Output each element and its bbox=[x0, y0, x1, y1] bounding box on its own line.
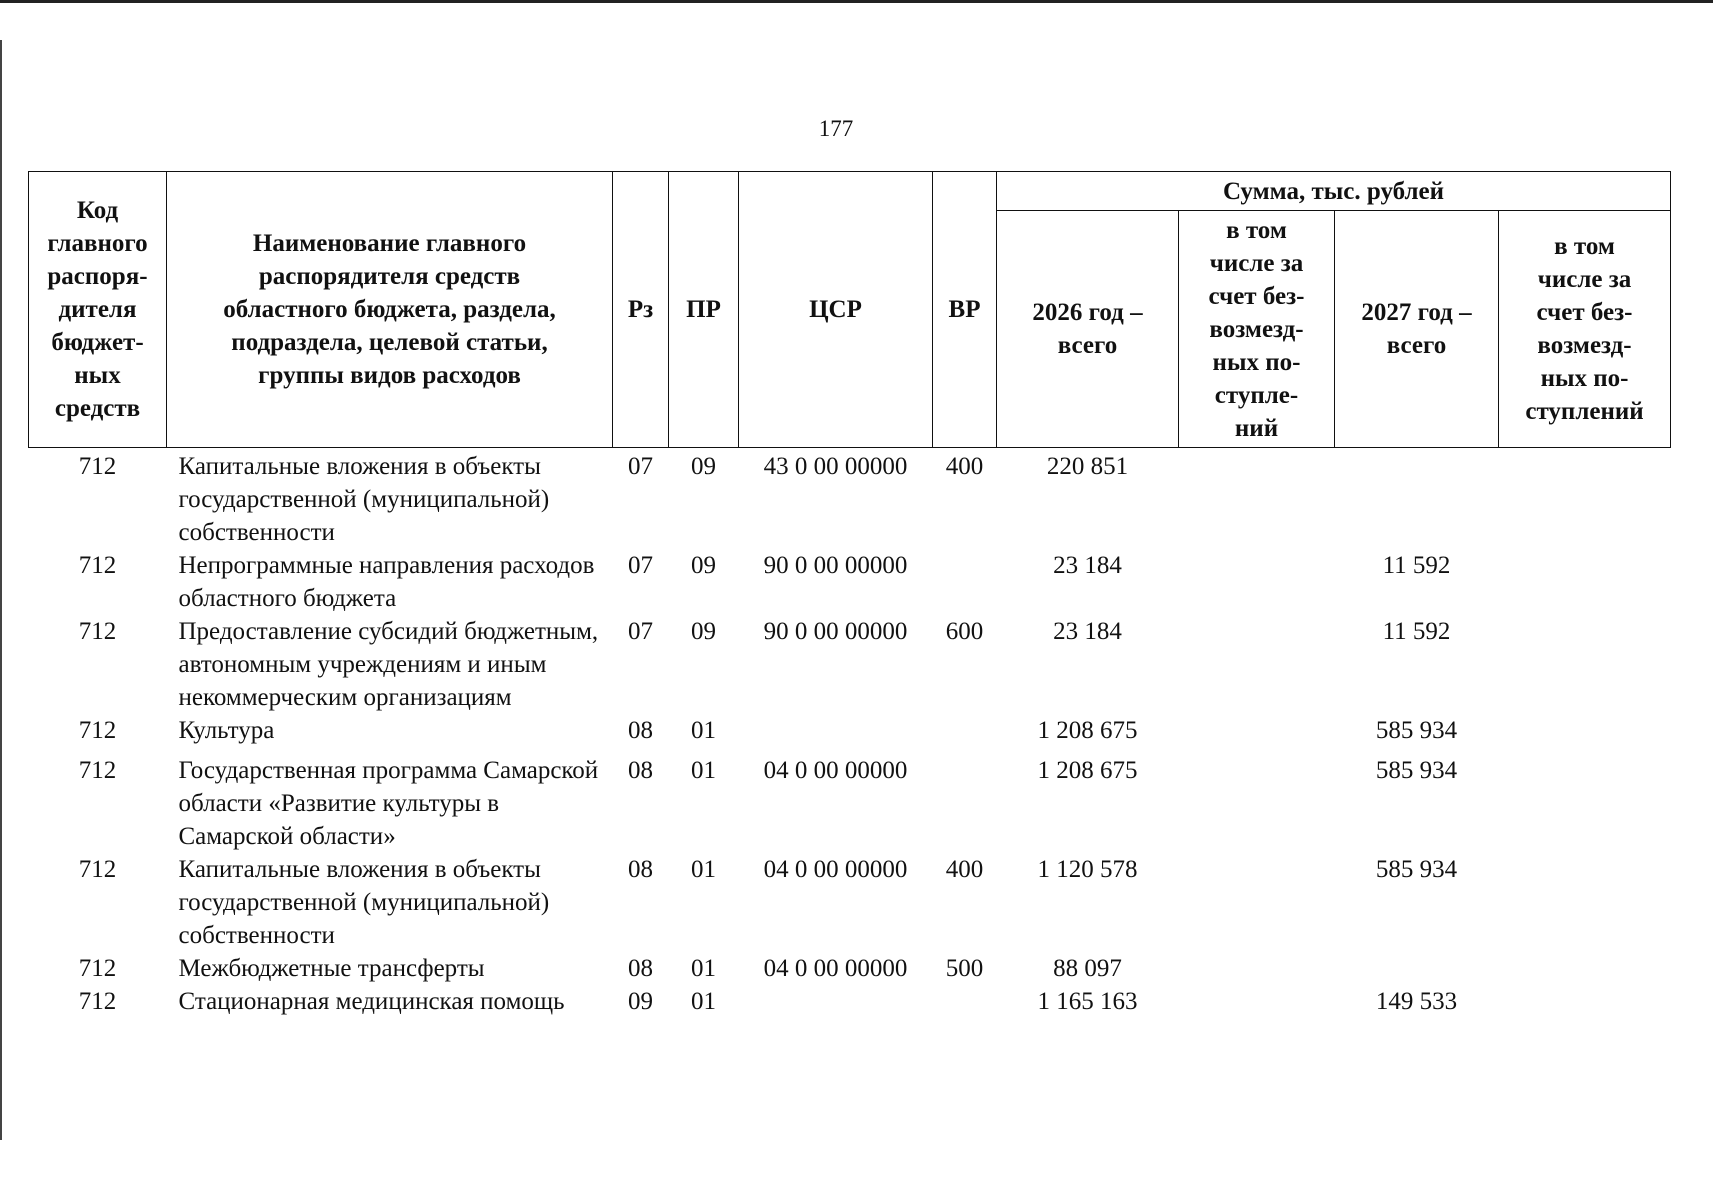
header-2026-grants: в том числе за счет без-возмезд-ных по-ступле-ний bbox=[1179, 211, 1335, 448]
cell-csr: 43 0 00 00000 bbox=[763, 453, 908, 480]
cell-2026-total: 1 165 163 bbox=[1037, 988, 1138, 1015]
cell-code: 712 bbox=[78, 856, 117, 883]
cell-2026-total: 88 097 bbox=[1053, 955, 1122, 982]
cell-rz: 07 bbox=[628, 552, 653, 579]
cell-2027-total bbox=[1335, 448, 1499, 550]
cell-code: 712 bbox=[78, 552, 117, 579]
cell-vr: 400 bbox=[945, 856, 984, 883]
header-2026-total: 2026 год – всего bbox=[997, 211, 1179, 448]
cell-2027-total: 149 533 bbox=[1375, 988, 1458, 1015]
table-header bbox=[29, 172, 1671, 448]
cell-code: 712 bbox=[78, 757, 117, 784]
cell-vr bbox=[933, 549, 997, 615]
budget-table bbox=[28, 171, 1671, 1018]
cell-2027-grants bbox=[1499, 448, 1671, 550]
cell-vr bbox=[933, 985, 997, 1018]
cell-name: Культура bbox=[178, 717, 275, 744]
cell-pr: 01 bbox=[691, 757, 716, 784]
cell-code: 712 bbox=[78, 717, 117, 744]
cell-2027-grants bbox=[1499, 549, 1671, 615]
cell-rz: 07 bbox=[628, 453, 653, 480]
table-row bbox=[29, 549, 1671, 615]
cell-2026-grants bbox=[1179, 448, 1335, 550]
header-vr: ВР bbox=[933, 172, 997, 448]
cell-code: 712 bbox=[78, 988, 117, 1015]
cell-code: 712 bbox=[78, 453, 117, 480]
cell-2027-grants bbox=[1499, 853, 1671, 952]
cell-pr: 01 bbox=[691, 856, 716, 883]
cell-pr: 09 bbox=[691, 618, 716, 645]
page-top-border bbox=[0, 0, 1713, 3]
cell-2027-grants bbox=[1499, 615, 1671, 714]
cell-2026-total: 23 184 bbox=[1053, 552, 1122, 579]
cell-2026-total: 1 120 578 bbox=[1037, 856, 1138, 883]
cell-2026-grants bbox=[1179, 985, 1335, 1018]
cell-vr: 600 bbox=[945, 618, 984, 645]
cell-name: Капитальные вложения в объекты государственной (муниципальной) собственности bbox=[178, 856, 550, 949]
cell-rz: 08 bbox=[628, 717, 653, 744]
cell-name: Межбюджетные трансферты bbox=[178, 955, 485, 982]
cell-2027-total bbox=[1335, 952, 1499, 985]
cell-csr: 04 0 00 00000 bbox=[763, 856, 908, 883]
cell-2026-grants bbox=[1179, 549, 1335, 615]
cell-csr: 90 0 00 00000 bbox=[763, 618, 908, 645]
cell-2027-total: 11 592 bbox=[1382, 552, 1451, 579]
header-2027-grants: в том числе за счет без-возмезд-ных по-ступлений bbox=[1499, 211, 1671, 448]
cell-pr: 09 bbox=[691, 453, 716, 480]
cell-2027-grants bbox=[1499, 714, 1671, 747]
page-number: 177 bbox=[818, 116, 854, 141]
cell-2026-total: 220 851 bbox=[1046, 453, 1129, 480]
cell-2027-grants bbox=[1499, 747, 1671, 853]
cell-name: Стационарная медицинская помощь bbox=[178, 988, 565, 1015]
cell-2027-grants bbox=[1499, 952, 1671, 985]
cell-vr: 500 bbox=[945, 955, 984, 982]
cell-pr: 01 bbox=[691, 955, 716, 982]
cell-rz: 08 bbox=[628, 856, 653, 883]
cell-rz: 08 bbox=[628, 955, 653, 982]
header-pr: ПР bbox=[669, 172, 739, 448]
cell-2027-total: 585 934 bbox=[1375, 757, 1458, 784]
cell-2026-grants bbox=[1179, 747, 1335, 853]
cell-code: 712 bbox=[78, 955, 117, 982]
cell-csr: 04 0 00 00000 bbox=[763, 757, 908, 784]
cell-code: 712 bbox=[78, 618, 117, 645]
cell-name: Государственная программа Самарской области «Развитие культуры в Самарской области» bbox=[178, 757, 599, 850]
table-row bbox=[29, 985, 1671, 1018]
cell-csr bbox=[739, 985, 933, 1018]
cell-2027-total: 585 934 bbox=[1375, 717, 1458, 744]
cell-vr: 400 bbox=[945, 453, 984, 480]
cell-rz: 08 bbox=[628, 757, 653, 784]
cell-2026-total: 1 208 675 bbox=[1037, 717, 1138, 744]
cell-csr: 90 0 00 00000 bbox=[763, 552, 908, 579]
cell-vr bbox=[933, 714, 997, 747]
header-name: Наименование главного распорядителя средств областного бюджета, раздела, подраздела, целевой статьи, группы видов расходов bbox=[167, 172, 613, 448]
cell-2026-grants bbox=[1179, 615, 1335, 714]
page-left-border bbox=[0, 40, 2, 1140]
table-row bbox=[29, 615, 1671, 714]
cell-2026-total: 23 184 bbox=[1053, 618, 1122, 645]
cell-2026-grants bbox=[1179, 853, 1335, 952]
cell-2026-total: 1 208 675 bbox=[1037, 757, 1138, 784]
cell-name: Непрограммные направления расходов областного бюджета bbox=[178, 552, 595, 612]
cell-rz: 07 bbox=[628, 618, 653, 645]
header-2027-total: 2027 год – всего bbox=[1335, 211, 1499, 448]
header-sum-group: Сумма, тыс. рублей bbox=[997, 172, 1671, 211]
table-row bbox=[29, 448, 1671, 550]
table-row bbox=[29, 747, 1671, 853]
cell-2027-total: 585 934 bbox=[1375, 856, 1458, 883]
table-row bbox=[29, 952, 1671, 985]
cell-pr: 09 bbox=[691, 552, 716, 579]
cell-csr: 04 0 00 00000 bbox=[763, 955, 908, 982]
table-body bbox=[29, 448, 1671, 1019]
cell-name: Капитальные вложения в объекты государственной (муниципальной) собственности bbox=[178, 453, 550, 546]
cell-rz: 09 bbox=[628, 988, 653, 1015]
cell-name: Предоставление субсидий бюджетным, автономным учреждениям и иным некоммерческим организациям bbox=[178, 618, 599, 711]
table-row bbox=[29, 714, 1671, 747]
header-csr: ЦСР bbox=[739, 172, 933, 448]
cell-2026-grants bbox=[1179, 714, 1335, 747]
cell-2026-grants bbox=[1179, 952, 1335, 985]
header-rz: Рз bbox=[613, 172, 669, 448]
cell-vr bbox=[933, 747, 997, 853]
budget-table-container bbox=[28, 171, 1671, 1018]
cell-pr: 01 bbox=[691, 717, 716, 744]
cell-csr bbox=[739, 714, 933, 747]
table-row bbox=[29, 853, 1671, 952]
cell-2027-grants bbox=[1499, 985, 1671, 1018]
cell-pr: 01 bbox=[691, 988, 716, 1015]
header-code: Код главного распоря-дителя бюджет-ных средств bbox=[29, 172, 167, 448]
cell-2027-total: 11 592 bbox=[1382, 618, 1451, 645]
